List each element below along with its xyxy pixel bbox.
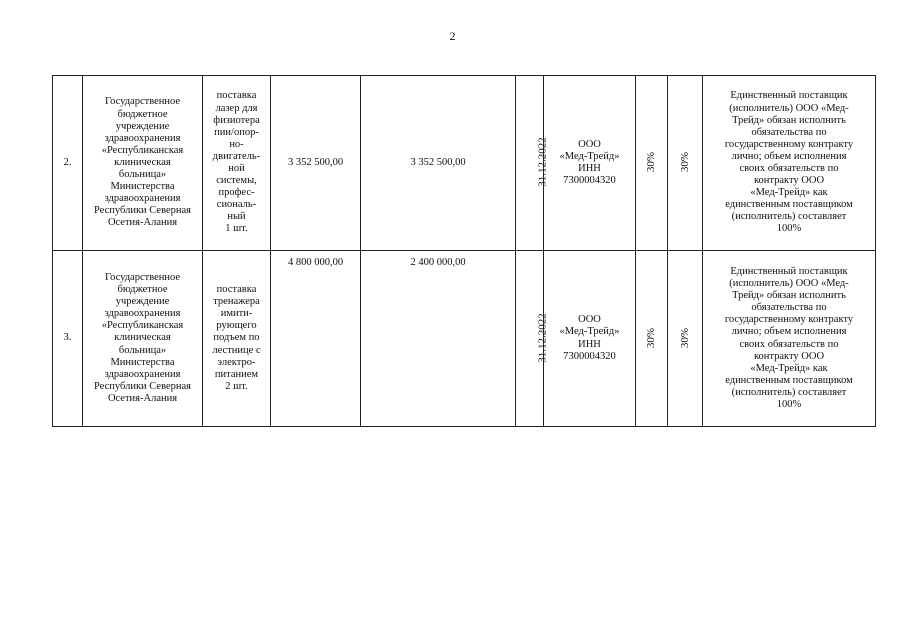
- note-cell: Единственный поставщик (исполнитель) ООО «Мед- Трейд» обязан исполнить обязательства по государственному контракту лично; объем исполнения своих обязательств по контракту ООО «Мед-Трейд» как единственным поставщиком (исполнитель) составляет 100%: [703, 76, 876, 251]
- percent-cell-2: [668, 251, 703, 427]
- row-number: 2.: [53, 76, 83, 251]
- contracts-table: [52, 75, 876, 427]
- percent-text-2: 30%: [678, 152, 691, 173]
- customer-cell: Государственное бюджетное учреждение здравоохранения «Республиканская клиническая больница» Министерства здравоохранения Республики Северная Осетия-Алания: [83, 251, 203, 427]
- supplier-cell: ООО «Мед-Трейд» ИНН 7300004320: [544, 76, 636, 251]
- amount-cell-2: [361, 251, 516, 427]
- amount-cell: [271, 251, 361, 427]
- row-number: 3.: [53, 251, 83, 427]
- amount-cell-2: 3 352 500,00: [361, 76, 516, 251]
- percent-cell: [636, 76, 668, 251]
- note-cell: Единственный поставщик (исполнитель) ООО «Мед- Трейд» обязан исполнить обязательства по государственному контракту лично; объем исполнения своих обязательств по контракту ООО «Мед-Трейд» как единственным поставщиком (исполнитель) составляет 100%: [703, 251, 876, 427]
- page-number: 2: [449, 29, 456, 43]
- amount-text: 4 800 000,00: [287, 257, 344, 268]
- amount-text-2: 2 400 000,00: [410, 257, 466, 268]
- date-text: 31.12.2022: [536, 137, 549, 188]
- percent-text: 30%: [645, 152, 658, 173]
- date-text: 31.12.2022: [536, 313, 549, 363]
- table-row: [53, 76, 876, 251]
- table-row: [53, 251, 876, 427]
- product-cell: поставка тренажера имити- рующего подъем по лестнице с электро- питанием 2 шт.: [203, 251, 271, 427]
- date-cell: [516, 251, 549, 427]
- supplier-cell: ООО «Мед-Трейд» ИНН 7300004320: [544, 251, 636, 427]
- percent-text-2: 30%: [678, 327, 691, 349]
- amount-cell: 3 352 500,00: [271, 76, 361, 251]
- percent-cell: [636, 251, 668, 427]
- customer-cell: Государственное бюджетное учреждение здравоохранения «Республиканская клиническая больница» Министерства здравоохранения Республики Северная Осетия-Алания: [83, 76, 203, 251]
- date-cell: [516, 76, 549, 251]
- percent-cell-2: [668, 76, 703, 251]
- product-cell: поставка лазер для физиотера пии/опор- но- двигатель- ной системы, профес- сиональ- ный 1 шт.: [203, 76, 271, 251]
- percent-text: 30%: [645, 327, 658, 349]
